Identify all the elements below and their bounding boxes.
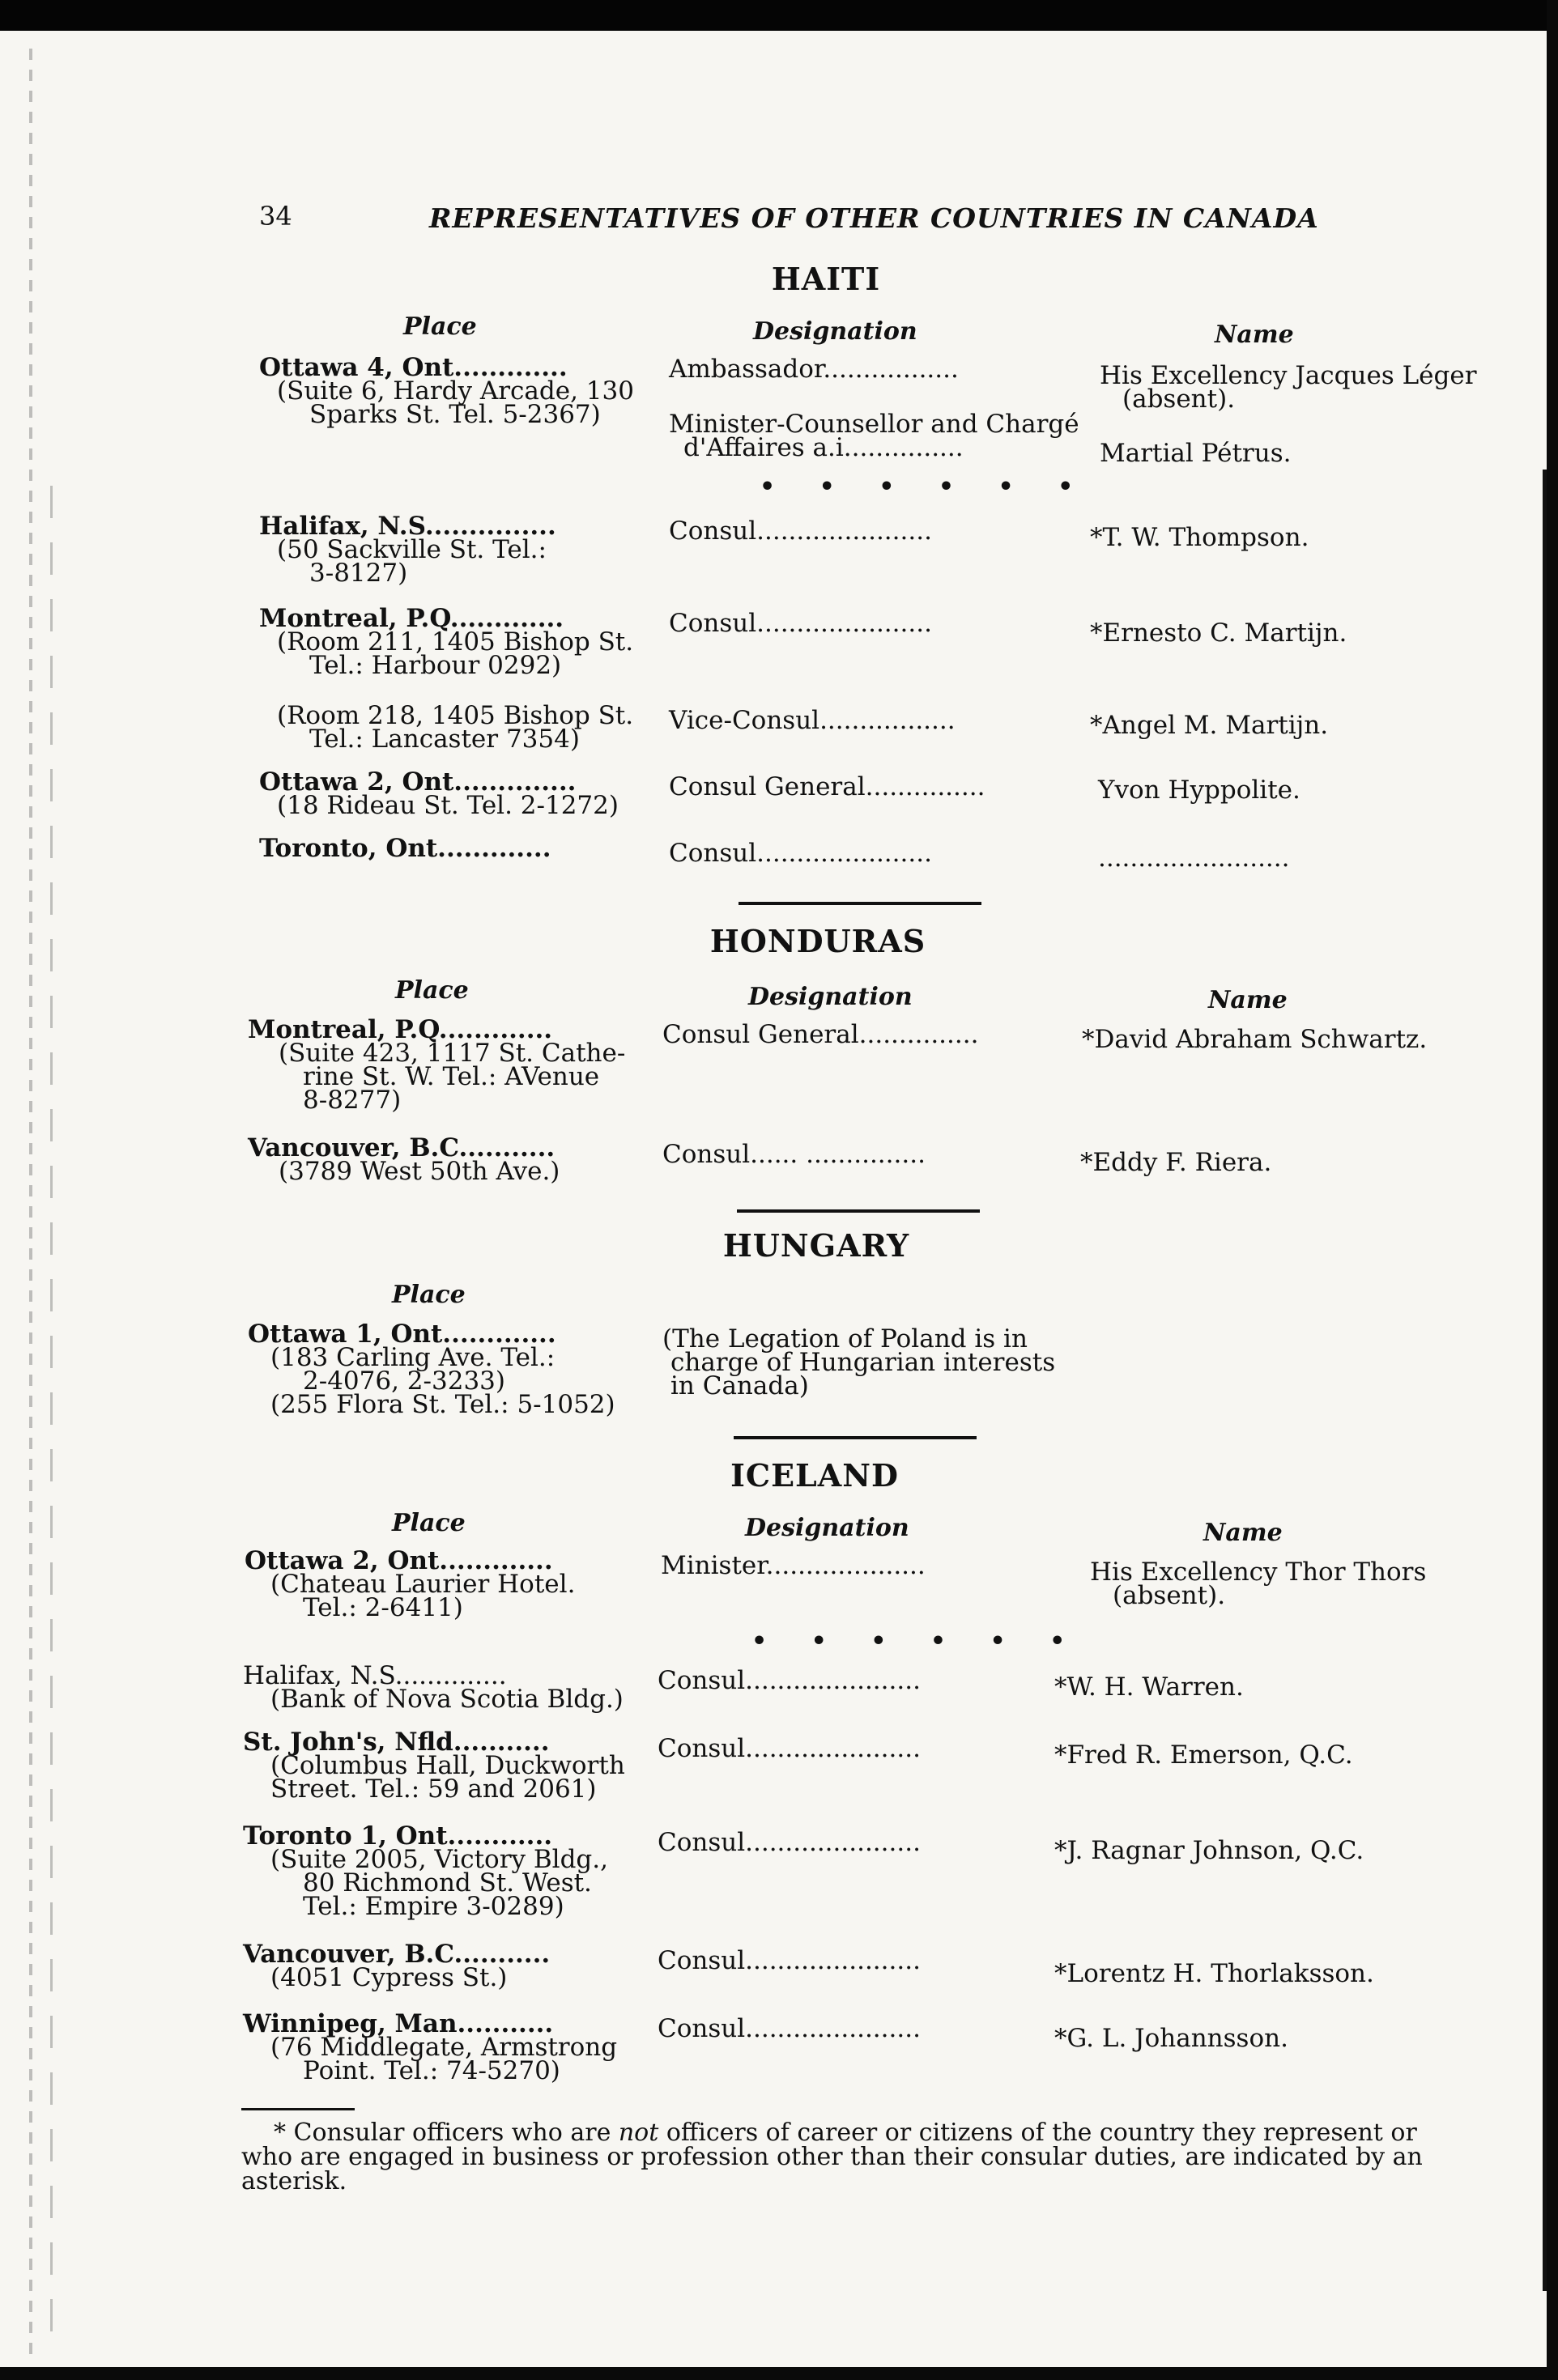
- country-title-hungary: HUNGARY: [722, 1227, 910, 1264]
- person-name: His Excellency Thor Thors: [1090, 1558, 1427, 1587]
- place-entry: [243, 1728, 625, 1804]
- place-entry: [245, 1546, 576, 1622]
- designation: Consul...... ...............: [662, 1140, 926, 1169]
- place-address: (Suite 2005, Victory Bldg.,: [270, 1845, 608, 1874]
- place-entry: [243, 1661, 624, 1714]
- designation-note: [662, 1324, 1056, 1400]
- col-place: Place: [395, 976, 469, 1005]
- place-address: (3789 West 50th Ave.): [279, 1157, 560, 1186]
- designation: Consul General...............: [669, 772, 985, 801]
- designation: Consul......................: [658, 2014, 921, 2043]
- designation: Consul General...............: [662, 1020, 979, 1049]
- country-title-haiti: HAITI: [771, 261, 881, 297]
- place-city: Ottawa 2, Ont..............: [259, 767, 577, 797]
- col-name: Name: [1203, 1519, 1283, 1547]
- place-address: Tel.: Harbour 0292): [309, 651, 562, 680]
- place-address: Tel.: Empire 3-0289): [303, 1892, 564, 1921]
- name-entry: [1090, 1558, 1427, 1610]
- place-address: Tel.: Lancaster 7354): [309, 725, 580, 754]
- place-entry: [259, 834, 551, 863]
- place-address: (Columbus Hall, Duckworth: [270, 1751, 625, 1780]
- place-address: 80 Richmond St. West.: [303, 1868, 592, 1898]
- country-title-honduras: HONDURAS: [709, 923, 926, 959]
- designation: Consul......................: [669, 609, 932, 638]
- footnote-emphasis: not: [618, 2119, 659, 2147]
- place-address: (76 Middlegate, Armstrong: [270, 2033, 618, 2062]
- place-address: Tel.: 2-6411): [303, 1593, 463, 1622]
- person-name: *J. Ragnar Johnson, Q.C.: [1054, 1836, 1364, 1865]
- col-place: Place: [403, 312, 477, 341]
- place-address: Street. Tel.: 59 and 2061): [270, 1774, 597, 1804]
- person-name: *W. H. Warren.: [1054, 1672, 1244, 1702]
- section-rule: [734, 1436, 977, 1439]
- person-name: *T. W. Thompson.: [1090, 523, 1309, 552]
- section-rule: [739, 902, 981, 905]
- col-designation: Designation: [745, 1514, 909, 1542]
- place-city: St. John's, Nfld...........: [243, 1728, 550, 1757]
- person-name: ........................: [1098, 844, 1290, 873]
- section-rule: [737, 1209, 980, 1213]
- place-address: rine St. W. Tel.: AVenue: [303, 1062, 600, 1091]
- designation: Ambassador.................: [669, 355, 959, 384]
- person-name: *Angel M. Martijn.: [1090, 711, 1329, 740]
- place-address: (50 Sackville St. Tel.:: [277, 535, 547, 564]
- place-address: (Room 218, 1405 Bishop St.: [277, 701, 634, 730]
- col-place: Place: [392, 1281, 466, 1309]
- place-entry: [248, 1015, 626, 1115]
- place-address: (Chateau Laurier Hotel.: [270, 1570, 576, 1599]
- person-note: (absent).: [1113, 1581, 1226, 1610]
- person-name: *Eddy F. Riera.: [1080, 1148, 1272, 1177]
- place-address: (Suite 6, Hardy Arcade, 130: [277, 376, 634, 406]
- place-address: Point. Tel.: 74-5270): [303, 2056, 560, 2085]
- place-city: Montreal, P.Q.............: [259, 604, 564, 633]
- designation-line: d'Affaires a.i...............: [683, 433, 964, 462]
- designation: Consul......................: [669, 516, 932, 546]
- designation: Vice-Consul.................: [669, 706, 956, 735]
- person-note: (absent).: [1122, 385, 1236, 414]
- designation-line: in Canada): [670, 1371, 809, 1400]
- scan-border-bottom: [0, 2367, 1558, 2380]
- footnote-lead: * Consular officers who are: [274, 2119, 619, 2147]
- place-address: Sparks St. Tel. 5-2367): [309, 400, 601, 429]
- place-entry: [259, 604, 634, 680]
- place-address: (4051 Cypress St.): [270, 1963, 508, 1992]
- place-address: (Suite 423, 1117 St. Cathe-: [279, 1039, 626, 1068]
- place-city: Halifax, N.S...............: [259, 512, 556, 541]
- footnote-rule: [241, 2108, 355, 2110]
- designation: Consul......................: [658, 1666, 921, 1695]
- designation: Consul......................: [669, 839, 932, 868]
- designation: Minister....................: [661, 1551, 926, 1580]
- designation: Consul......................: [658, 1734, 921, 1763]
- designation-line: charge of Hungarian interests: [670, 1348, 1056, 1377]
- place-address: 8-8277): [303, 1086, 402, 1115]
- binding-mark-inner: [50, 486, 53, 2348]
- designation: Consul......................: [658, 1946, 921, 1975]
- place-city: Toronto 1, Ont............: [243, 1821, 553, 1851]
- place-address: 3-8127): [309, 559, 408, 588]
- col-place: Place: [392, 1509, 466, 1537]
- scan-edge-shadow: [1543, 470, 1547, 2291]
- page-number: 34: [259, 201, 292, 232]
- place-city: Ottawa 1, Ont.............: [248, 1320, 556, 1349]
- scan-border-top: [0, 0, 1558, 31]
- country-title-iceland: ICELAND: [730, 1457, 899, 1494]
- place-city: Vancouver, B.C...........: [248, 1133, 556, 1162]
- place-city: Vancouver, B.C...........: [243, 1940, 551, 1969]
- binding-mark: [29, 49, 32, 2364]
- designation-line: Minister-Counsellor and Chargé: [669, 410, 1079, 439]
- designation: Consul......................: [658, 1828, 921, 1857]
- place-entry: [259, 353, 634, 429]
- place-city: Ottawa 4, Ont.............: [259, 353, 568, 382]
- place-address: 2-4076, 2-3233): [303, 1366, 505, 1396]
- separator-bullets: • • • • • •: [760, 473, 1092, 501]
- place-city: Halifax, N.S..............: [243, 1661, 507, 1690]
- designation: [669, 410, 1079, 462]
- place-entry: [248, 1320, 615, 1419]
- place-entry: [243, 2009, 618, 2085]
- place-address: (18 Rideau St. Tel. 2-1272): [277, 791, 619, 820]
- place-city: Toronto, Ont.............: [259, 834, 551, 863]
- person-name: *Fred R. Emerson, Q.C.: [1054, 1740, 1353, 1770]
- footnote: [241, 2121, 1472, 2194]
- col-designation: Designation: [748, 983, 913, 1011]
- place-address: (255 Flora St. Tel.: 5-1052): [270, 1390, 615, 1419]
- place-city: Ottawa 2, Ont.............: [245, 1546, 553, 1575]
- place-address: (183 Carling Ave. Tel.:: [270, 1343, 556, 1372]
- place-address: (Room 211, 1405 Bishop St.: [277, 627, 634, 657]
- person-name: Yvon Hyppolite.: [1098, 776, 1300, 805]
- designation-line: (The Legation of Poland is in: [662, 1324, 1028, 1354]
- person-name: *G. L. Johannsson.: [1054, 2024, 1288, 2053]
- place-entry: [243, 1940, 551, 1992]
- place-address: (Bank of Nova Scotia Bldg.): [270, 1685, 624, 1714]
- person-name: *David Abraham Schwartz.: [1082, 1025, 1428, 1054]
- place-entry: [259, 767, 619, 820]
- place-entry: [248, 1133, 560, 1186]
- separator-bullets: • • • • • •: [751, 1627, 1083, 1655]
- running-head: REPRESENTATIVES OF OTHER COUNTRIES IN CANADA: [429, 202, 1319, 234]
- col-name: Name: [1208, 986, 1288, 1014]
- place-city: Winnipeg, Man...........: [243, 2009, 554, 2038]
- person-name: His Excellency Jacques Léger: [1100, 361, 1477, 390]
- person-name: *Lorentz H. Thorlaksson.: [1054, 1959, 1374, 1988]
- name-entry: [1100, 361, 1477, 414]
- scan-border-right: [1547, 0, 1558, 2380]
- place-entry: [243, 1821, 608, 1921]
- place-city: Montreal, P.Q.............: [248, 1015, 553, 1044]
- place-entry: [259, 512, 556, 588]
- col-designation: Designation: [753, 317, 917, 346]
- place-entry: [277, 701, 634, 754]
- person-name: Martial Pétrus.: [1100, 439, 1292, 468]
- footnote-body: officers of career or citizens of the country they represent or who are engaged in business or profession other than their consular duties, are indicated by an asterisk.: [241, 2119, 1423, 2195]
- person-name: *Ernesto C. Martijn.: [1090, 618, 1347, 648]
- col-name: Name: [1215, 321, 1294, 349]
